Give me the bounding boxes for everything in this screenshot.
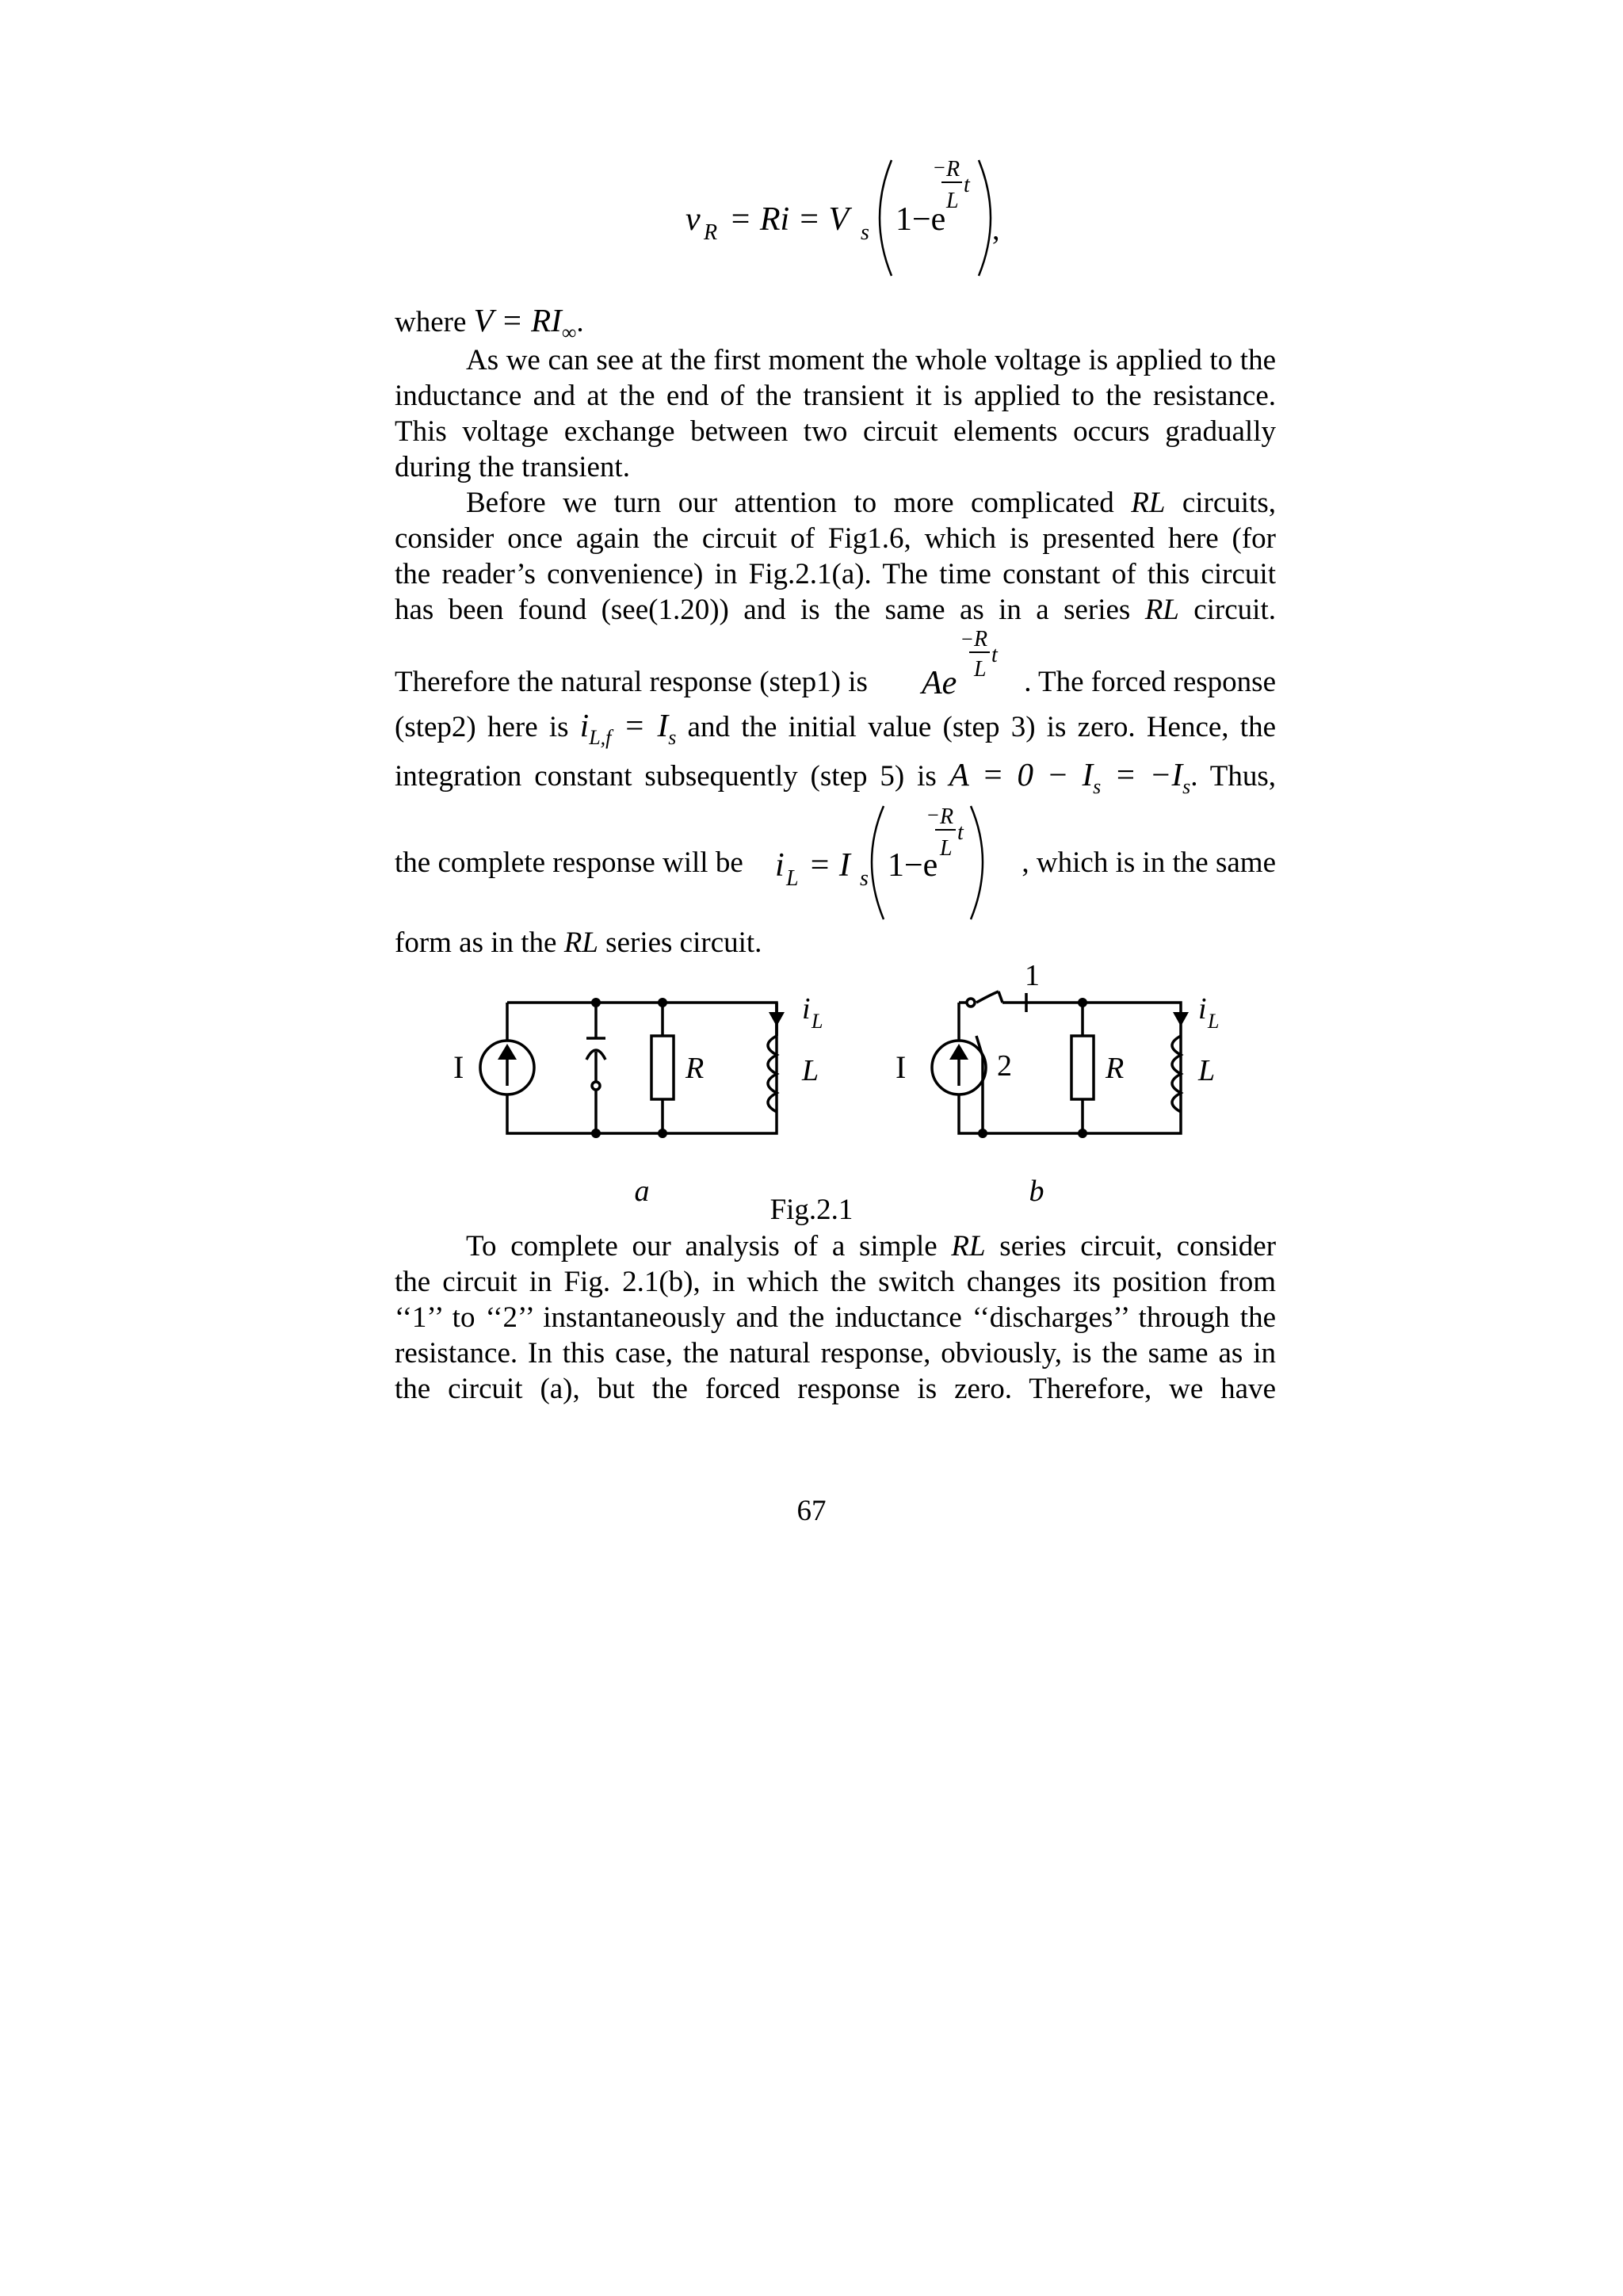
circuit-b-current-label: i [1198, 992, 1207, 1026]
para3-line1: To complete our analysis of a simple RL series circuit, consider [466, 1230, 1277, 1263]
line-integration-constant: integration constant subsequently (step 5) is $A = 0 - I_s = -I_s$. Thus, [395, 756, 1276, 798]
svg-text:s: s [860, 866, 869, 891]
eq-lhs: v [685, 201, 701, 238]
where-formula-sub: ∞ [561, 321, 577, 344]
sub-caption-b: b [1029, 1175, 1044, 1208]
circuit-a-resistor [651, 1036, 674, 1099]
para2-line4: has been found (see(1.20)) and is the same as in a series RL circuit. [395, 594, 1276, 626]
svg-text:Ae: Ae [922, 665, 957, 701]
svg-text:L: L [940, 836, 953, 861]
figure-caption: Fig.2.1 [769, 1194, 854, 1226]
circuit-a-resistor-label: R [685, 1052, 705, 1085]
para2-line3: the reader’s convenience) in Fig.2.1(a). The time constant of this circuit [395, 558, 1276, 590]
svg-text:i: i [775, 847, 785, 884]
svg-text:R: R [940, 804, 954, 829]
circuit-b-wires-right [959, 1003, 1181, 1133]
eq-exp-t: t [964, 173, 970, 197]
svg-text:L: L [974, 657, 987, 682]
svg-text:−: − [927, 804, 939, 827]
circuit-b-current-arrow [1173, 1012, 1189, 1026]
circuit-a-wires [507, 1003, 777, 1133]
where-line [395, 302, 1276, 344]
circuit-a-current-arrow [769, 1012, 785, 1026]
natural-response-tail: . The forced response [1024, 666, 1276, 698]
eq-trail: , [992, 213, 1000, 246]
sub-caption-a: a [634, 1175, 650, 1208]
circuit-a [480, 1003, 777, 1133]
circuit-b-switch-pos1: 1 [1025, 959, 1040, 992]
line-complete-response: the complete response will be [395, 846, 743, 879]
eq-exp-minus: − [934, 156, 945, 179]
circuit-b-source-label: I [896, 1049, 907, 1085]
eq-mid: = Ri = V [729, 201, 850, 238]
svg-text:t: t [991, 643, 998, 667]
where-dot: . [576, 306, 584, 338]
circuit-b-switch-pos2: 2 [997, 1049, 1012, 1083]
complete-response-tail: , which is in the same [1022, 846, 1276, 879]
circuit-b-inductor-label: L [1198, 1054, 1216, 1087]
natural-response-formula [907, 622, 1002, 705]
eq-paren-right [979, 160, 991, 276]
eq-exp-den: L [946, 189, 959, 213]
circuit-b [932, 991, 1181, 1133]
para3-rest: the circuit in Fig. 2.1(b), in which the switch changes its position from ‘‘1’’ to ‘‘2’’ instantaneously and the inductance ‘‘discharges’’ through the resistance. In this case, the natural response, obviously, is the same as in the circuit (a), but the forced response is zero. Therefore, we have [395, 1266, 1276, 1405]
circuit-a-source-label: I [453, 1049, 464, 1085]
equation-vr [666, 151, 999, 285]
para2-line1: Before we turn our attention to more complicated RL circuits, [466, 487, 1277, 519]
svg-text:R: R [974, 627, 988, 651]
svg-text:1−e: 1−e [888, 847, 938, 884]
svg-text:= I: = I [808, 847, 850, 884]
line-form: form as in the RL series circuit. [395, 926, 762, 959]
circuit-b-current-sub: L [1208, 1010, 1220, 1033]
line-natural-response: Therefore the natural response (step1) is [395, 666, 868, 698]
where-formula: V = RI [473, 302, 562, 338]
eq-exp-num: R [946, 157, 960, 181]
page-number: 67 [796, 1495, 827, 1527]
eq-mid-sub: s [861, 220, 869, 245]
eq-lhs-sub: R [704, 220, 718, 245]
line-forced-response: (step2) here is $i_{L,f} = I_s$ and the initial value (step 3) is zero. Hence, the [395, 707, 1276, 749]
circuit-a-inductor-label: L [802, 1054, 819, 1087]
svg-text:−: − [961, 628, 973, 651]
figure-2-1 [444, 959, 1236, 1224]
complete-response-formula [769, 797, 999, 927]
para2-line2: consider once again the circuit of Fig1.6, which is presented here (for [395, 522, 1276, 555]
svg-text:L: L [786, 866, 799, 891]
paragraph-voltage-exchange: As we can see at the first moment the whole voltage is applied to the inductance and at the end of the transient it is applied to the resistance. This voltage exchange between two circuit elements occurs gradually during the transient. [395, 344, 1276, 483]
where-text: where [395, 306, 467, 338]
eq-paren-left [880, 160, 892, 276]
circuit-a-current-label: i [802, 992, 811, 1026]
eq-one-minus-e: 1−e [896, 201, 946, 238]
svg-text:t: t [957, 820, 964, 845]
circuit-b-resistor-label: R [1106, 1052, 1125, 1085]
circuit-a-current-sub: L [812, 1010, 823, 1033]
circuit-b-resistor [1071, 1036, 1094, 1099]
